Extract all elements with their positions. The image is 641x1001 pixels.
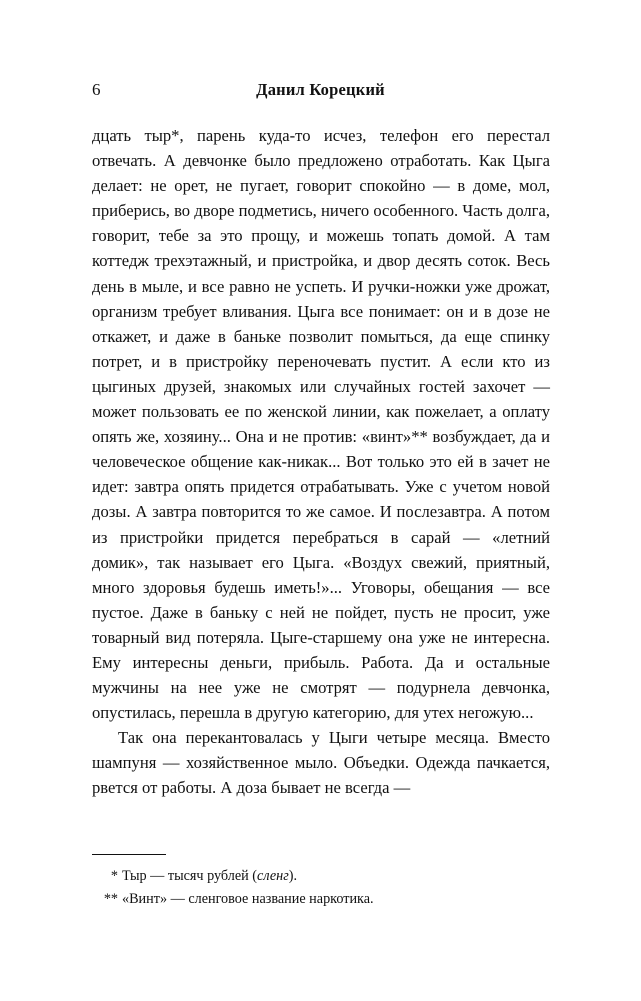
footnote-text-end: ). xyxy=(288,868,298,884)
paragraph: дцать тыр*, парень куда-то исчез, телефон его перестал отвечать. А девчонке было предложено отработать. Как Цыга делает: не орет, не пугает, говорит спокойно — в доме, мол, приберись, во дворе подметись, ничего особенного. Часть долга, говорит, тебе за это прощу, и можешь топать домой. А там коттедж трехэтажный, и пристройка, и двор десять соток. Весь день в мыле, и все равно не успеть. И ручки-ножки уже дрожат, организм требует вливания. Цыга все понимает: он и в дозе не откажет, и даже в баньке позволит помыться, да еще спинку потрет, и в пристройку переночевать пустит. А если кто из цыгиных друзей, знакомых или случайных гостей захочет — может пользовать ее по женской линии, как пожелает, а оплату опять же, хозяину... Она и не против: «винт»** возбуждает, да и человеческое общение как-никак... Вот только это ей в зачет не идет: завтра опять придется отрабатывать. Уже с учетом новой дозы. А завтра повторится то же самое. И послезавтра. А потом из пристройки придется перебраться в сарай — «летний домик», так называет его Цыга. «Воздух свежий, приятный, много здоровья будешь иметь!»... Уговоры, обещания — все пустое. Даже в баньку с ней не пойдет, пусть не просит, уже товарный вид потеряла. Цыге-старшему она уже не интересна. Ему интересны деньги, прибыль. Работа. Да и остальные мужчины на нее уже не смотрят — подурнела девчонка, опустилась, перешла в другую категорию, для утех негожую... xyxy=(92,126,550,723)
running-title: Данил Корецкий xyxy=(256,80,385,99)
footnote-area xyxy=(92,854,550,910)
footnote-item xyxy=(92,889,550,910)
footnote-italic: сленг xyxy=(257,868,289,884)
footnote-marker: ** xyxy=(103,891,118,907)
footnote-text: «Винт» — сленговое название наркотика. xyxy=(122,891,374,907)
paragraph: Так она перекантовалась у Цыги четыре месяца. Вместо шампуня — хозяйственное мыло. Объедки. Одежда пачкается, рвется от работы. А доза бывает не всегда — xyxy=(92,728,550,798)
body-text xyxy=(92,123,550,801)
footnote-item xyxy=(92,866,550,887)
page-number: 6 xyxy=(92,80,101,99)
footnote-separator xyxy=(92,854,166,855)
page-header xyxy=(92,80,549,104)
footnote-text: Тыр — тысяч рублей ( xyxy=(122,868,258,884)
footnote-marker: * xyxy=(110,868,118,884)
